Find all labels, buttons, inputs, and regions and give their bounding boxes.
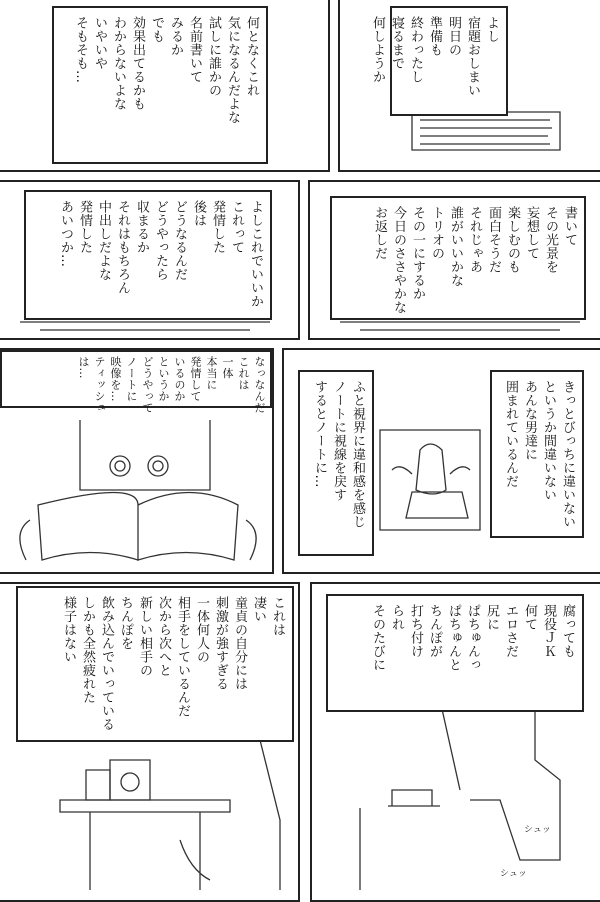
sfx-text: シュッ [524, 825, 551, 835]
text-line: それじゃあ [467, 206, 482, 274]
notebook-edge-drawing [20, 322, 270, 330]
text-line: 何となくこれ [244, 16, 259, 97]
text-line: 何しようか [370, 16, 385, 84]
text-line: 準備も [427, 16, 442, 57]
text-line: その光景を [543, 206, 558, 274]
text-line: ぱちゅんっ [465, 604, 480, 672]
text-line: わからないよな [111, 16, 126, 111]
text-line: ティッシュ [93, 356, 106, 414]
text-line: どうやって [141, 356, 154, 414]
character-head-drawing [80, 420, 210, 490]
girl-figure-drawing [406, 444, 468, 518]
text-line: 腐っても [560, 604, 575, 658]
narration-box-5 [490, 370, 584, 538]
text-line: するとノートに… [312, 380, 327, 488]
open-notebook-drawing [38, 493, 238, 561]
right-eye-drawing [148, 456, 168, 476]
text-line: それはもちろん [115, 200, 130, 295]
text-line: 妄想して [524, 206, 539, 260]
text-line: エロさだ [503, 604, 518, 658]
hands-drawing [392, 467, 470, 474]
pen-drawing [440, 700, 460, 790]
text-line: 誰がいいかな [448, 206, 463, 287]
text-line: ちんぽを [118, 596, 133, 650]
text-line: 凄い [251, 596, 266, 623]
text-line: 今日のささやかな [391, 206, 406, 314]
notebook-edge-drawing-2 [340, 322, 580, 330]
text-line: 飲み込んでいっている [99, 596, 114, 731]
notebook-screen-drawing [380, 430, 480, 530]
text-line: 現役ＪＫ [541, 604, 556, 658]
text-line: よしこれでいいか [248, 200, 263, 308]
text-line: というか [157, 356, 170, 402]
text-line: これは [237, 356, 250, 391]
text-line: いやいや [92, 16, 107, 70]
text-line: お返しだ [372, 206, 387, 260]
text-line: 次から次へと [156, 596, 171, 677]
text-line: あいつか… [58, 200, 73, 268]
narration-box-1 [370, 6, 508, 116]
text-line: 名前書いて [187, 16, 202, 84]
narration-box-9 [16, 586, 294, 742]
text-line: 効果出てるかも [130, 16, 145, 111]
text-line: 刺激が強すぎる [213, 596, 228, 691]
text-line: きっとびっちに違いない [560, 380, 575, 529]
tissue-box-drawing [360, 790, 440, 890]
narration-box-3 [330, 196, 586, 320]
text-line: 相手をしているんだ [175, 596, 190, 718]
text-line: 発情して [189, 356, 202, 402]
text-line: どうなるんだ [172, 200, 187, 281]
text-line: 様子はない [61, 596, 76, 664]
text-line: 尻に [484, 604, 499, 631]
text-line: 一体何人の [194, 596, 209, 664]
text-line: みるか [168, 16, 183, 57]
text-line: 発情した [77, 200, 92, 254]
text-line: 打ち付け [408, 604, 423, 658]
box-drawing [86, 770, 110, 800]
text-line: その一にするか [410, 206, 425, 301]
text-line: 収まるか [134, 200, 149, 254]
text-line: いるのか [173, 356, 186, 402]
text-line: あんな男達に [522, 380, 537, 461]
text-line: トリオの [429, 206, 444, 260]
character-back-drawing [170, 740, 280, 890]
narration-box-7 [0, 350, 272, 414]
text-line: 面白そうだ [486, 206, 501, 274]
text-line: 試しに誰かの [206, 16, 221, 97]
text-line: 童貞の自分には [232, 596, 247, 691]
text-line: ぱちゅんと [446, 604, 461, 672]
narration-box-8 [326, 594, 584, 712]
text-line: 囲まれているんだ [503, 380, 518, 488]
narration-box-2 [52, 6, 268, 164]
text-line: 終わったし [408, 16, 423, 84]
text-line: でも [149, 16, 164, 43]
text-line: られ [389, 604, 404, 631]
text-line: ちんぽが [427, 604, 442, 658]
text-line: これって [229, 200, 244, 254]
text-line: 明日の [446, 16, 461, 57]
text-line: どうやったら [153, 200, 168, 281]
text-line: 新しい相手の [137, 596, 152, 677]
desk-drawing [412, 112, 560, 150]
text-line: 発情した [210, 200, 225, 254]
text-line: 本当に [205, 356, 218, 391]
text-line: というか間違いない [541, 380, 556, 502]
text-line: 気になるんだよな [225, 16, 240, 124]
text-line: は… [77, 356, 90, 379]
text-line: 何て [522, 604, 537, 631]
text-line: 書いて [562, 206, 577, 247]
narration-box-6 [298, 370, 374, 556]
text-line: 楽しむのも [505, 206, 520, 274]
text-line: しかも全然疲れた [80, 596, 95, 704]
text-line: 宿題おしまい [465, 16, 480, 97]
text-line: 映像を… [109, 356, 122, 402]
text-line: ふと視界に違和感を感じ [350, 380, 365, 529]
text-line: これは [270, 596, 285, 637]
narration-box-4 [24, 190, 272, 320]
left-eye-drawing [110, 456, 130, 476]
text-line: よし [484, 16, 499, 43]
text-line: 中出しだよな [96, 200, 111, 281]
text-line: 寝るまで [389, 16, 404, 70]
text-line: 一体 [221, 356, 234, 379]
sfx-text: シュッ [500, 869, 527, 879]
text-line: そもそも… [73, 16, 88, 84]
text-line: ノートに視線を戻す [331, 380, 346, 502]
text-line: なっなんだ [253, 356, 266, 414]
clock-drawing [110, 760, 150, 800]
text-line: ノートに [125, 356, 138, 402]
text-line: 後は [191, 200, 206, 227]
text-line: そのたびに [370, 604, 385, 672]
